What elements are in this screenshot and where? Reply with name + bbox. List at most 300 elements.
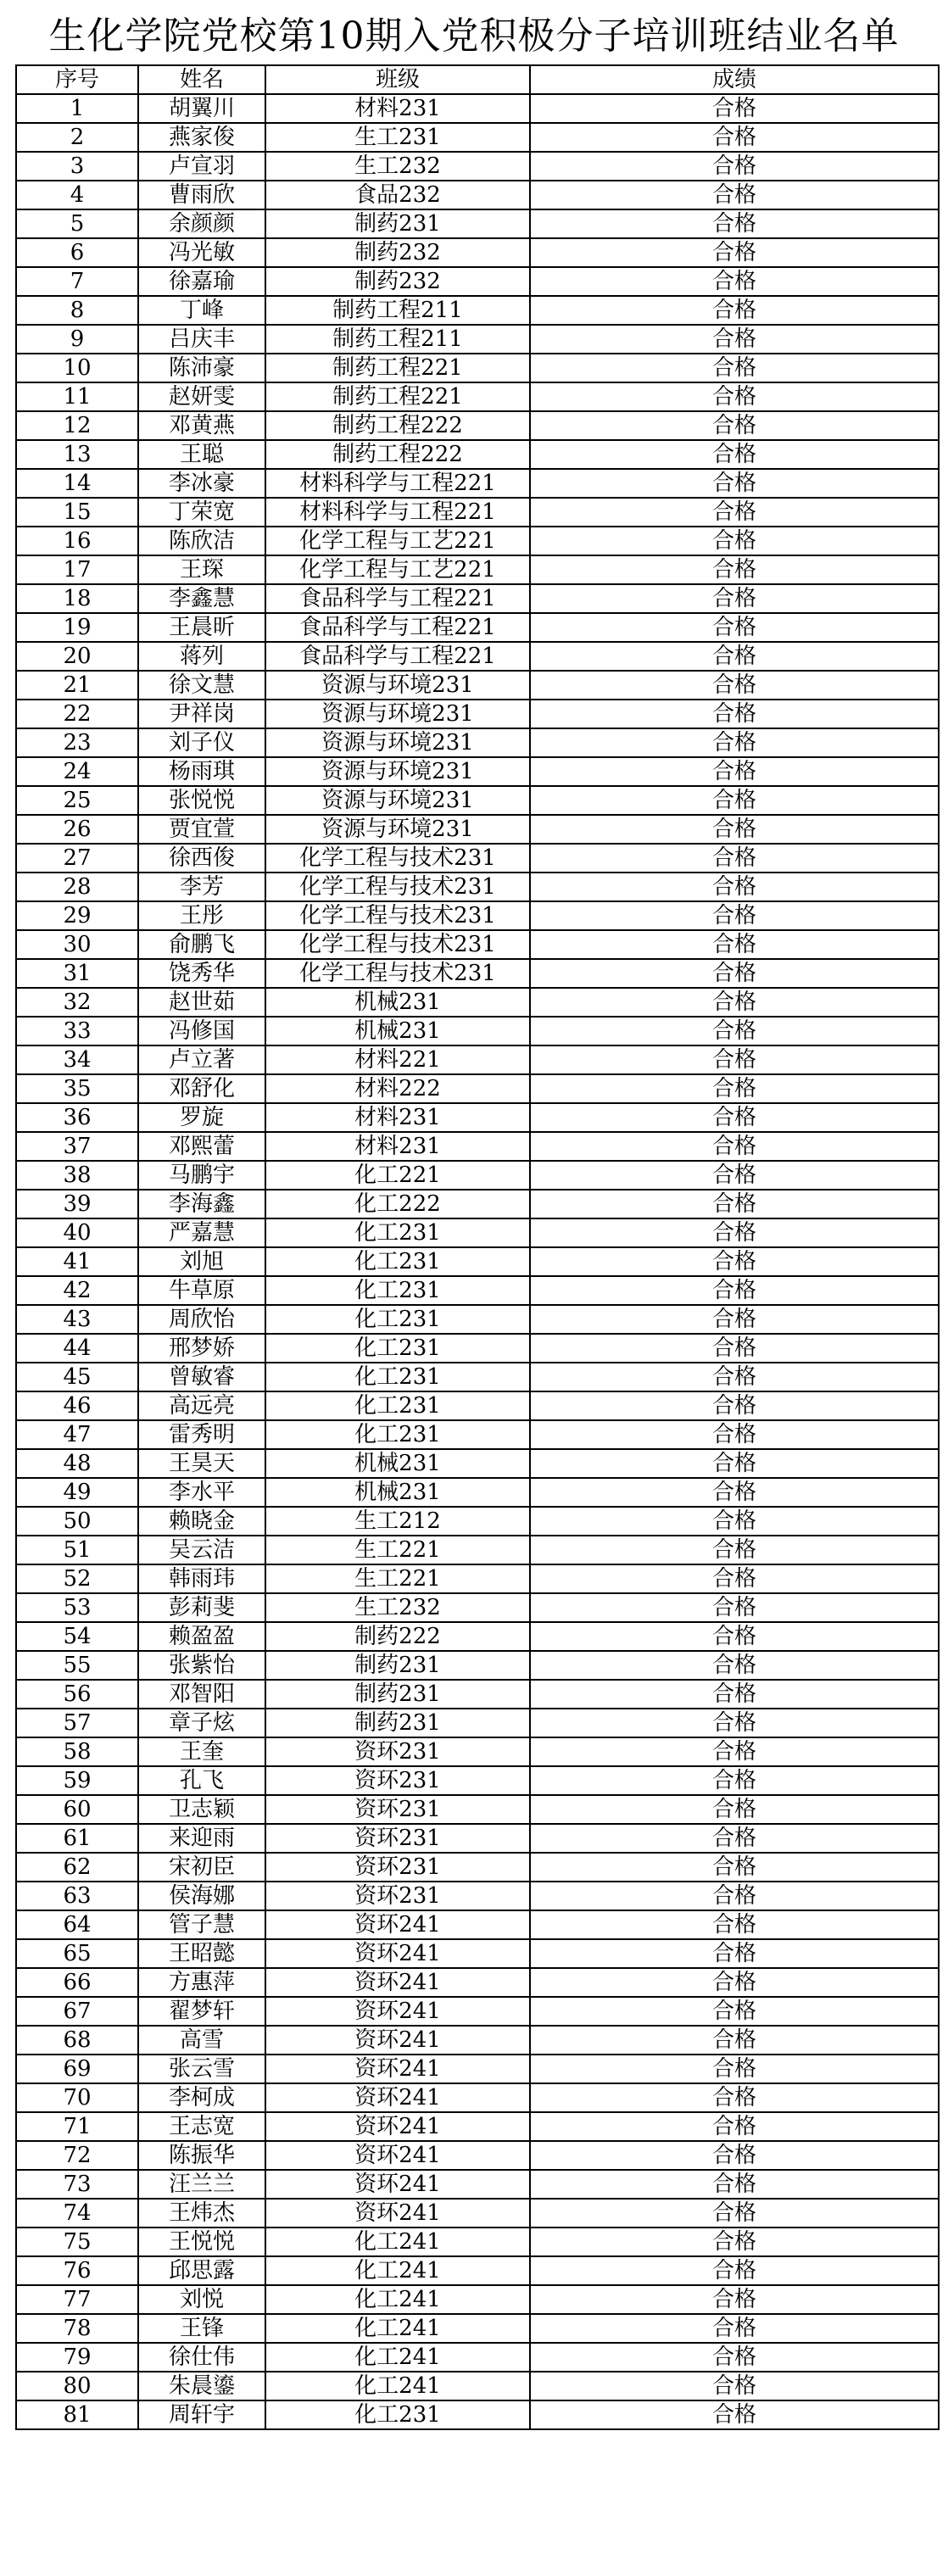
table-row (16, 1853, 939, 1882)
table-row (16, 2285, 939, 2314)
cell-name: 赖盈盈 (138, 1622, 265, 1651)
cell-name: 陈振华 (138, 2141, 265, 2170)
cell-class: 制药工程211 (265, 325, 530, 354)
cell-class: 化工231 (265, 1363, 530, 1391)
cell-class: 生工221 (265, 1536, 530, 1564)
cell-class: 化工231 (265, 2400, 530, 2429)
cell-result: 合格 (530, 1276, 939, 1305)
header-result: 成绩 (530, 65, 939, 94)
cell-index: 43 (16, 1305, 138, 1334)
cell-index: 48 (16, 1449, 138, 1478)
cell-name: 邱思露 (138, 2256, 265, 2285)
cell-class: 化学工程与技术231 (265, 901, 530, 930)
cell-class: 制药工程221 (265, 354, 530, 382)
cell-name: 丁荣宽 (138, 498, 265, 527)
table-row (16, 1622, 939, 1651)
table-row (16, 267, 939, 296)
cell-result: 合格 (530, 2400, 939, 2429)
cell-index: 8 (16, 296, 138, 325)
cell-name: 杨雨琪 (138, 757, 265, 786)
cell-class: 资环231 (265, 1766, 530, 1795)
cell-result: 合格 (530, 2055, 939, 2083)
table-row (16, 123, 939, 152)
cell-name: 蒋列 (138, 642, 265, 671)
cell-result: 合格 (530, 440, 939, 469)
cell-index: 77 (16, 2285, 138, 2314)
table-row (16, 1334, 939, 1363)
cell-index: 64 (16, 1910, 138, 1939)
cell-index: 34 (16, 1045, 138, 1074)
cell-name: 王锋 (138, 2314, 265, 2343)
cell-name: 翟梦轩 (138, 1997, 265, 2026)
cell-result: 合格 (530, 1507, 939, 1536)
cell-index: 41 (16, 1247, 138, 1276)
cell-result: 合格 (530, 1017, 939, 1045)
cell-name: 冯光敏 (138, 238, 265, 267)
cell-result: 合格 (530, 2083, 939, 2112)
cell-name: 丁峰 (138, 296, 265, 325)
cell-result: 合格 (530, 901, 939, 930)
cell-result: 合格 (530, 1161, 939, 1190)
table-row (16, 1449, 939, 1478)
cell-index: 15 (16, 498, 138, 527)
table-row (16, 671, 939, 700)
cell-name: 罗旋 (138, 1103, 265, 1132)
cell-class: 机械231 (265, 1478, 530, 1507)
cell-name: 李柯成 (138, 2083, 265, 2112)
table-row (16, 930, 939, 959)
cell-name: 周欣怡 (138, 1305, 265, 1334)
table-row (16, 901, 939, 930)
cell-index: 69 (16, 2055, 138, 2083)
cell-index: 2 (16, 123, 138, 152)
cell-index: 50 (16, 1507, 138, 1536)
cell-name: 马鹏宇 (138, 1161, 265, 1190)
cell-index: 61 (16, 1824, 138, 1853)
table-row (16, 411, 939, 440)
table-row (16, 1766, 939, 1795)
cell-result: 合格 (530, 2343, 939, 2372)
table-row (16, 1824, 939, 1853)
table-row (16, 1593, 939, 1622)
cell-result: 合格 (530, 815, 939, 844)
cell-name: 李冰豪 (138, 469, 265, 498)
cell-result: 合格 (530, 1795, 939, 1824)
cell-class: 资源与环境231 (265, 757, 530, 786)
cell-name: 侯海娜 (138, 1882, 265, 1910)
table-row (16, 2199, 939, 2228)
table-row (16, 700, 939, 728)
cell-class: 材料231 (265, 1103, 530, 1132)
cell-name: 刘旭 (138, 1247, 265, 1276)
cell-result: 合格 (530, 1766, 939, 1795)
cell-index: 80 (16, 2372, 138, 2400)
cell-index: 60 (16, 1795, 138, 1824)
cell-class: 化工241 (265, 2343, 530, 2372)
table-row (16, 2228, 939, 2256)
cell-class: 资环241 (265, 2199, 530, 2228)
cell-name: 尹祥岗 (138, 700, 265, 728)
table-row (16, 1939, 939, 1968)
cell-name: 邓舒化 (138, 1074, 265, 1103)
cell-result: 合格 (530, 209, 939, 238)
cell-result: 合格 (530, 2170, 939, 2199)
cell-name: 俞鹏飞 (138, 930, 265, 959)
cell-result: 合格 (530, 469, 939, 498)
cell-name: 牛草原 (138, 1276, 265, 1305)
cell-result: 合格 (530, 1218, 939, 1247)
cell-name: 卢立著 (138, 1045, 265, 1074)
table-row (16, 469, 939, 498)
cell-name: 王奎 (138, 1737, 265, 1766)
cell-index: 20 (16, 642, 138, 671)
cell-name: 徐仕伟 (138, 2343, 265, 2372)
table-row (16, 296, 939, 325)
cell-result: 合格 (530, 1420, 939, 1449)
cell-class: 制药工程222 (265, 411, 530, 440)
cell-name: 王琛 (138, 555, 265, 584)
cell-index: 19 (16, 613, 138, 642)
cell-name: 雷秀明 (138, 1420, 265, 1449)
cell-class: 化学工程与技术231 (265, 959, 530, 988)
cell-result: 合格 (530, 1882, 939, 1910)
table-row (16, 2026, 939, 2055)
cell-index: 71 (16, 2112, 138, 2141)
table-row (16, 2055, 939, 2083)
cell-result: 合格 (530, 1680, 939, 1709)
cell-result: 合格 (530, 700, 939, 728)
cell-index: 13 (16, 440, 138, 469)
cell-index: 7 (16, 267, 138, 296)
table-row (16, 2141, 939, 2170)
header-class: 班级 (265, 65, 530, 94)
cell-index: 9 (16, 325, 138, 354)
cell-index: 23 (16, 728, 138, 757)
table-row (16, 94, 939, 123)
cell-result: 合格 (530, 325, 939, 354)
cell-result: 合格 (530, 527, 939, 555)
cell-result: 合格 (530, 959, 939, 988)
table-row (16, 988, 939, 1017)
cell-name: 李鑫慧 (138, 584, 265, 613)
cell-name: 韩雨玮 (138, 1564, 265, 1593)
cell-index: 31 (16, 959, 138, 988)
cell-name: 赖晓金 (138, 1507, 265, 1536)
cell-name: 刘子仪 (138, 728, 265, 757)
cell-name: 高远亮 (138, 1391, 265, 1420)
cell-class: 化学工程与技术231 (265, 844, 530, 873)
cell-result: 合格 (530, 642, 939, 671)
cell-result: 合格 (530, 2112, 939, 2141)
table-row (16, 2083, 939, 2112)
cell-class: 化工241 (265, 2372, 530, 2400)
cell-name: 胡翼川 (138, 94, 265, 123)
cell-name: 徐嘉瑜 (138, 267, 265, 296)
cell-class: 制药231 (265, 1651, 530, 1680)
cell-name: 余颜颜 (138, 209, 265, 238)
cell-result: 合格 (530, 1536, 939, 1564)
cell-class: 资环231 (265, 1824, 530, 1853)
table-row (16, 1478, 939, 1507)
cell-class: 资源与环境231 (265, 786, 530, 815)
cell-result: 合格 (530, 1103, 939, 1132)
cell-class: 资环241 (265, 1968, 530, 1997)
table-row (16, 1045, 939, 1074)
table-row (16, 1017, 939, 1045)
cell-index: 32 (16, 988, 138, 1017)
table-row (16, 757, 939, 786)
cell-result: 合格 (530, 181, 939, 209)
cell-class: 化工241 (265, 2228, 530, 2256)
table-row (16, 613, 939, 642)
cell-name: 严嘉慧 (138, 1218, 265, 1247)
table-row (16, 1305, 939, 1334)
table-row (16, 1882, 939, 1910)
cell-result: 合格 (530, 2141, 939, 2170)
cell-class: 化学工程与技术231 (265, 873, 530, 901)
cell-name: 卢宣羽 (138, 152, 265, 181)
cell-result: 合格 (530, 238, 939, 267)
cell-class: 化工231 (265, 1218, 530, 1247)
cell-result: 合格 (530, 1132, 939, 1161)
cell-index: 49 (16, 1478, 138, 1507)
cell-class: 资环241 (265, 1939, 530, 1968)
cell-index: 68 (16, 2026, 138, 2055)
cell-name: 王聪 (138, 440, 265, 469)
cell-name: 高雪 (138, 2026, 265, 2055)
cell-index: 45 (16, 1363, 138, 1391)
cell-class: 制药232 (265, 238, 530, 267)
table-row (16, 527, 939, 555)
table-row (16, 642, 939, 671)
cell-index: 33 (16, 1017, 138, 1045)
cell-result: 合格 (530, 1305, 939, 1334)
cell-result: 合格 (530, 1593, 939, 1622)
cell-name: 汪兰兰 (138, 2170, 265, 2199)
cell-class: 化工231 (265, 1334, 530, 1363)
table-row (16, 238, 939, 267)
cell-result: 合格 (530, 1478, 939, 1507)
table-row (16, 1680, 939, 1709)
table-row (16, 1161, 939, 1190)
cell-name: 周轩宇 (138, 2400, 265, 2429)
cell-class: 材料科学与工程221 (265, 498, 530, 527)
table-row (16, 1391, 939, 1420)
cell-name: 饶秀华 (138, 959, 265, 988)
cell-class: 资环231 (265, 1853, 530, 1882)
table-row (16, 1997, 939, 2026)
cell-class: 资环241 (265, 2083, 530, 2112)
cell-class: 资环241 (265, 2170, 530, 2199)
cell-result: 合格 (530, 1391, 939, 1420)
cell-result: 合格 (530, 1449, 939, 1478)
table-row (16, 2343, 939, 2372)
cell-result: 合格 (530, 2314, 939, 2343)
cell-result: 合格 (530, 1997, 939, 2026)
roster-body (16, 94, 939, 2429)
cell-class: 资环241 (265, 1997, 530, 2026)
table-row (16, 440, 939, 469)
cell-name: 邓智阳 (138, 1680, 265, 1709)
cell-class: 材料221 (265, 1045, 530, 1074)
cell-result: 合格 (530, 94, 939, 123)
table-row (16, 1737, 939, 1766)
header-row (16, 65, 939, 94)
table-row (16, 2372, 939, 2400)
cell-class: 资环231 (265, 1882, 530, 1910)
cell-index: 6 (16, 238, 138, 267)
cell-class: 生工231 (265, 123, 530, 152)
table-row (16, 728, 939, 757)
cell-result: 合格 (530, 354, 939, 382)
cell-index: 55 (16, 1651, 138, 1680)
cell-class: 材料科学与工程221 (265, 469, 530, 498)
cell-index: 30 (16, 930, 138, 959)
cell-index: 3 (16, 152, 138, 181)
cell-name: 王炜杰 (138, 2199, 265, 2228)
cell-result: 合格 (530, 1939, 939, 1968)
cell-class: 化工241 (265, 2285, 530, 2314)
cell-index: 39 (16, 1190, 138, 1218)
cell-index: 16 (16, 527, 138, 555)
cell-index: 72 (16, 2141, 138, 2170)
cell-index: 62 (16, 1853, 138, 1882)
cell-class: 资源与环境231 (265, 700, 530, 728)
cell-name: 方惠萍 (138, 1968, 265, 1997)
cell-class: 化工231 (265, 1276, 530, 1305)
table-row (16, 1507, 939, 1536)
cell-name: 李水平 (138, 1478, 265, 1507)
cell-index: 78 (16, 2314, 138, 2343)
table-row (16, 1074, 939, 1103)
cell-class: 化工231 (265, 1420, 530, 1449)
cell-result: 合格 (530, 671, 939, 700)
table-row (16, 209, 939, 238)
cell-index: 56 (16, 1680, 138, 1709)
cell-index: 38 (16, 1161, 138, 1190)
cell-index: 28 (16, 873, 138, 901)
table-row (16, 1276, 939, 1305)
table-row (16, 325, 939, 354)
cell-class: 生工212 (265, 1507, 530, 1536)
table-row (16, 1132, 939, 1161)
cell-index: 51 (16, 1536, 138, 1564)
cell-class: 制药231 (265, 209, 530, 238)
cell-class: 制药232 (265, 267, 530, 296)
cell-result: 合格 (530, 555, 939, 584)
table-row (16, 1218, 939, 1247)
cell-class: 资源与环境231 (265, 728, 530, 757)
table-row (16, 959, 939, 988)
cell-class: 化工231 (265, 1391, 530, 1420)
cell-index: 70 (16, 2083, 138, 2112)
table-row (16, 498, 939, 527)
cell-index: 36 (16, 1103, 138, 1132)
cell-name: 邓熙蕾 (138, 1132, 265, 1161)
cell-index: 67 (16, 1997, 138, 2026)
table-row (16, 2314, 939, 2343)
cell-name: 王晨昕 (138, 613, 265, 642)
header-name: 姓名 (138, 65, 265, 94)
cell-class: 材料231 (265, 1132, 530, 1161)
cell-index: 52 (16, 1564, 138, 1593)
table-row (16, 1709, 939, 1737)
cell-index: 74 (16, 2199, 138, 2228)
table-row (16, 844, 939, 873)
table-row (16, 382, 939, 411)
cell-name: 燕家俊 (138, 123, 265, 152)
cell-index: 21 (16, 671, 138, 700)
cell-name: 陈欣洁 (138, 527, 265, 555)
cell-result: 合格 (530, 873, 939, 901)
cell-name: 彭莉斐 (138, 1593, 265, 1622)
cell-result: 合格 (530, 930, 939, 959)
cell-class: 材料231 (265, 94, 530, 123)
cell-index: 29 (16, 901, 138, 930)
table-row (16, 2112, 939, 2141)
cell-result: 合格 (530, 267, 939, 296)
cell-result: 合格 (530, 1045, 939, 1074)
cell-class: 食品科学与工程221 (265, 642, 530, 671)
cell-name: 陈沛豪 (138, 354, 265, 382)
cell-name: 赵妍雯 (138, 382, 265, 411)
table-row (16, 786, 939, 815)
cell-name: 管子慧 (138, 1910, 265, 1939)
cell-name: 赵世茹 (138, 988, 265, 1017)
cell-class: 食品232 (265, 181, 530, 209)
cell-class: 化工241 (265, 2256, 530, 2285)
cell-index: 5 (16, 209, 138, 238)
cell-class: 生工232 (265, 1593, 530, 1622)
cell-class: 资环241 (265, 1910, 530, 1939)
cell-result: 合格 (530, 1853, 939, 1882)
cell-class: 制药222 (265, 1622, 530, 1651)
cell-result: 合格 (530, 1824, 939, 1853)
cell-class: 资源与环境231 (265, 671, 530, 700)
cell-name: 王志宽 (138, 2112, 265, 2141)
table-row (16, 555, 939, 584)
cell-name: 张云雪 (138, 2055, 265, 2083)
cell-name: 刘悦 (138, 2285, 265, 2314)
cell-result: 合格 (530, 1737, 939, 1766)
cell-index: 42 (16, 1276, 138, 1305)
cell-class: 化工231 (265, 1247, 530, 1276)
cell-result: 合格 (530, 411, 939, 440)
cell-name: 卫志颖 (138, 1795, 265, 1824)
cell-result: 合格 (530, 1622, 939, 1651)
cell-index: 25 (16, 786, 138, 815)
cell-result: 合格 (530, 988, 939, 1017)
header-index: 序号 (16, 65, 138, 94)
cell-index: 47 (16, 1420, 138, 1449)
roster-table (15, 64, 940, 2430)
cell-name: 李芳 (138, 873, 265, 901)
cell-result: 合格 (530, 296, 939, 325)
cell-index: 58 (16, 1737, 138, 1766)
cell-class: 资环241 (265, 2112, 530, 2141)
table-row (16, 584, 939, 613)
cell-index: 79 (16, 2343, 138, 2372)
cell-result: 合格 (530, 2026, 939, 2055)
cell-index: 57 (16, 1709, 138, 1737)
cell-class: 制药工程221 (265, 382, 530, 411)
table-row (16, 1910, 939, 1939)
table-row (16, 152, 939, 181)
cell-result: 合格 (530, 2256, 939, 2285)
cell-result: 合格 (530, 2228, 939, 2256)
cell-class: 制药231 (265, 1680, 530, 1709)
table-row (16, 2256, 939, 2285)
